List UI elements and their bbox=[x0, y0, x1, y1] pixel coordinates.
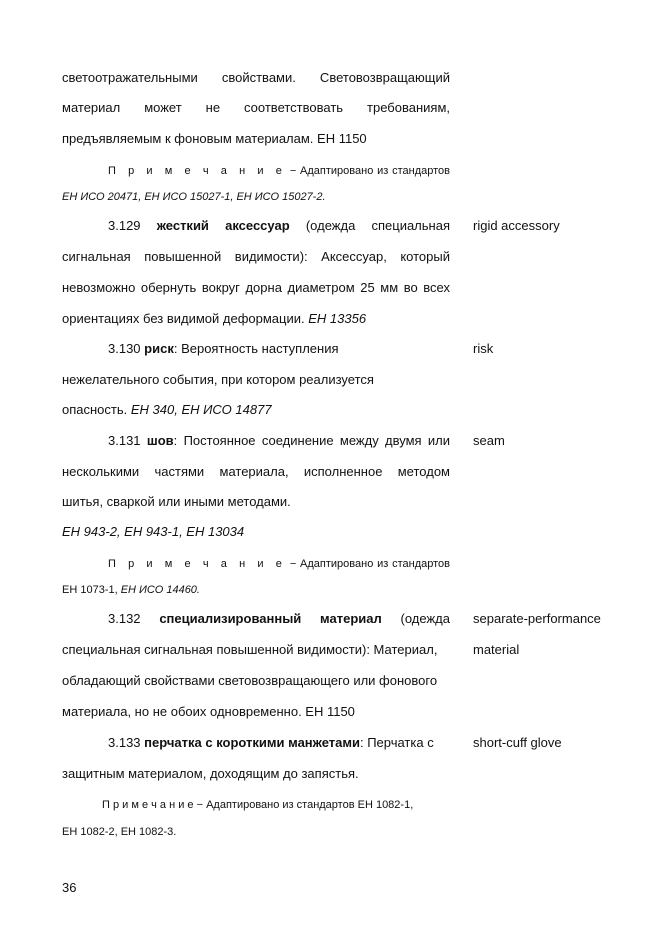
entry-132-line-2: специальная сигнальная повышенной видимости): Материал, bbox=[62, 642, 438, 657]
entry-131-line-1 bbox=[108, 433, 450, 449]
note-label: П р и м е ч а н и е bbox=[108, 165, 287, 177]
entry-text: ориентациях без видимой деформации. bbox=[62, 311, 305, 326]
note-refs: ЕН 1073-1, bbox=[62, 584, 121, 596]
entry-text: : Вероятность наступления bbox=[173, 341, 339, 356]
entry-129-line-1 bbox=[108, 218, 450, 234]
intro-line-1: светоотражательными свойствами. Световозвращающий bbox=[62, 70, 450, 85]
note-label: П р и м е ч а н и е bbox=[102, 799, 194, 811]
entry-133-line-1 bbox=[108, 735, 450, 751]
intro-line-2: материал может не соответствовать требованиям, bbox=[62, 100, 450, 115]
entry-text: : Перчатка с bbox=[359, 735, 434, 750]
note-text: − Адаптировано из стандартов bbox=[286, 558, 450, 570]
entry-term: жесткий аксессуар bbox=[156, 218, 290, 233]
entry-133-english-term: short-cuff glove bbox=[473, 735, 562, 750]
entry-133-line-2: защитным материалом, доходящим до запястья. bbox=[62, 766, 359, 781]
entry-129-english-term: rigid accessory bbox=[473, 218, 560, 233]
entry-131-line-3: шитья, сваркой или иными методами. bbox=[62, 494, 291, 509]
entry-term: шов bbox=[146, 433, 174, 448]
entry-130-line-3 bbox=[62, 402, 450, 418]
note-refs: ЕН ИСО 20471, ЕН ИСО 15027-1, ЕН ИСО 15027-2. bbox=[62, 191, 326, 203]
entry-text: : Постоянное соединение между двумя или bbox=[173, 433, 450, 448]
entry-130-line-1 bbox=[108, 341, 450, 357]
entry-129-line-4 bbox=[62, 311, 450, 327]
note-label: П р и м е ч а н и е bbox=[108, 558, 287, 570]
entry-text: (одежда bbox=[400, 611, 450, 626]
entry-number: 3.129 bbox=[108, 218, 141, 233]
entry-131-english-term: seam bbox=[473, 433, 505, 448]
entry-term: специализированный материал bbox=[159, 611, 382, 626]
entry-132-line-3: обладающий свойствами световозвращающего или фонового bbox=[62, 673, 438, 688]
entry-number: 3.130 bbox=[108, 341, 141, 356]
page-number: 36 bbox=[62, 880, 77, 895]
entry-130-english-term: risk bbox=[473, 341, 494, 356]
entry-131-references bbox=[62, 524, 450, 540]
entry-number: 3.132 bbox=[108, 611, 141, 626]
entry-131-note bbox=[108, 556, 450, 572]
entry-text: (одежда специальная bbox=[305, 218, 450, 233]
note-text: − Адаптировано из стандартов ЕН 1082-1, bbox=[193, 799, 414, 811]
entry-129-line-3: невозможно обернуть вокруг дорна диаметром 25 мм во всех bbox=[62, 280, 450, 295]
entry-132-line-4: материала, но не обоих одновременно. ЕН 1150 bbox=[62, 704, 355, 719]
entry-131-line-2: несколькими частями материала, исполненное методом bbox=[62, 464, 450, 479]
note-text: − Адаптировано из стандартов bbox=[286, 165, 450, 177]
entry-129-line-2: сигнальная повышенной видимости): Аксессуар, который bbox=[62, 249, 450, 264]
entry-reference: ЕН 943-2, ЕН 943-1, ЕН 13034 bbox=[62, 524, 245, 539]
entry-131-note-refs bbox=[62, 582, 450, 598]
entry-132-english-term-1: separate-performance bbox=[473, 611, 601, 626]
entry-text: опасность. bbox=[62, 402, 128, 417]
intro-note-refs bbox=[62, 189, 450, 205]
note-refs-italic: ЕН ИСО 14460. bbox=[120, 584, 200, 596]
intro-line-3: предъявляемым к фоновым материалам. ЕН 1150 bbox=[62, 131, 367, 146]
entry-reference: ЕН 340, ЕН ИСО 14877 bbox=[130, 402, 272, 417]
entry-number: 3.133 bbox=[108, 735, 141, 750]
entry-number: 3.131 bbox=[108, 433, 141, 448]
entry-term: риск bbox=[144, 341, 174, 356]
entry-term: перчатка с короткими манжетами bbox=[144, 735, 360, 750]
entry-130-line-2: нежелательного события, при котором реализуется bbox=[62, 372, 374, 387]
intro-note bbox=[108, 163, 450, 179]
entry-132-line-1 bbox=[108, 611, 450, 627]
entry-132-english-term-2: material bbox=[473, 642, 520, 657]
entry-reference: ЕН 13356 bbox=[308, 311, 367, 326]
entry-133-note-refs: ЕН 1082-2, ЕН 1082-3. bbox=[62, 826, 177, 838]
entry-133-note bbox=[102, 797, 450, 813]
